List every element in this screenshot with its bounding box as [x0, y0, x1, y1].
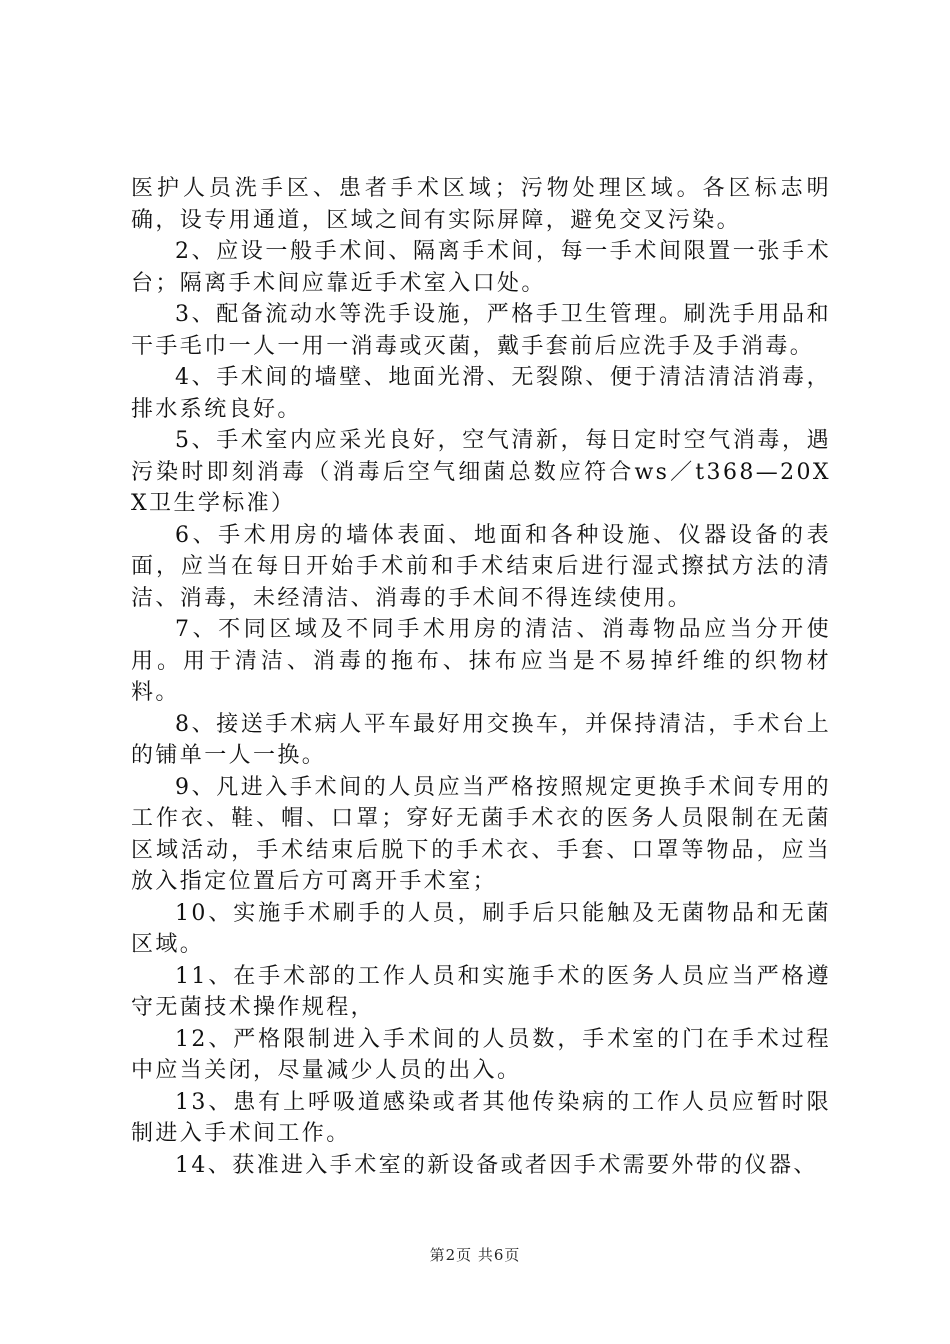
paragraph-continuation: 医护人员洗手区、患者手术区域；污物处理区域。各区标志明确，设专用通道，区域之间有实际屏障，避免交叉污染。 — [131, 176, 831, 233]
paragraph-item-13: 13、患有上呼吸道感染或者其他传染病的工作人员应暂时限制进入手术间工作。 — [131, 1089, 831, 1146]
paragraph-item-7: 7、不同区域及不同手术用房的清洁、消毒物品应当分开使用。用于清洁、消毒的拖布、抹布应当是不易掉纤维的织物材料。 — [131, 617, 831, 705]
page-number-label: 第2页 共6页 — [429, 1246, 521, 1264]
paragraph-item-6: 6、手术用房的墙体表面、地面和各种设施、仪器设备的表面，应当在每日开始手术前和手术结束后进行湿式擦拭方法的清洁、消毒，未经清洁、消毒的手术间不得连续使用。 — [131, 522, 831, 611]
paragraph-item-5: 5、手术室内应采光良好，空气清新，每日定时空气消毒，遇污染时即刻消毒（消毒后空气细菌总数应符合ws／t368—20XX卫生学标准） — [131, 428, 831, 516]
paragraph-item-9: 9、凡进入手术间的人员应当严格按照规定更换手术间专用的工作衣、鞋、帽、口罩；穿好无菌手术衣的医务人员限制在无菌区域活动，手术结束后脱下的手术衣、手套、口罩等物品，应当放入指定位置后方可离开手术室； — [131, 774, 831, 894]
page-footer — [0, 1244, 950, 1265]
document-body — [131, 173, 831, 1181]
paragraph-item-8: 8、接送手术病人平车最好用交换车，并保持清洁，手术台上的铺单一人一换。 — [131, 711, 831, 768]
paragraph-item-2: 2、应设一般手术间、隔离手术间，每一手术间限置一张手术台；隔离手术间应靠近手术室入口处。 — [131, 239, 831, 296]
paragraph-item-3: 3、配备流动水等洗手设施，严格手卫生管理。刷洗手用品和干手毛巾一人一用一消毒或灭菌，戴手套前后应洗手及手消毒。 — [131, 302, 831, 359]
paragraph-item-12: 12、严格限制进入手术间的人员数，手术室的门在手术过程中应当关闭，尽量减少人员的出入。 — [131, 1026, 831, 1083]
paragraph-item-11: 11、在手术部的工作人员和实施手术的医务人员应当严格遵守无菌技术操作规程， — [131, 963, 831, 1020]
paragraph-item-4: 4、手术间的墙壁、地面光滑、无裂隙、便于清洁清洁消毒，排水系统良好。 — [131, 365, 831, 422]
paragraph-item-14: 14、获准进入手术室的新设备或者因手术需要外带的仪器、 — [175, 1152, 818, 1178]
paragraph-item-10: 10、实施手术刷手的人员，刷手后只能触及无菌物品和无菌区域。 — [131, 900, 831, 957]
